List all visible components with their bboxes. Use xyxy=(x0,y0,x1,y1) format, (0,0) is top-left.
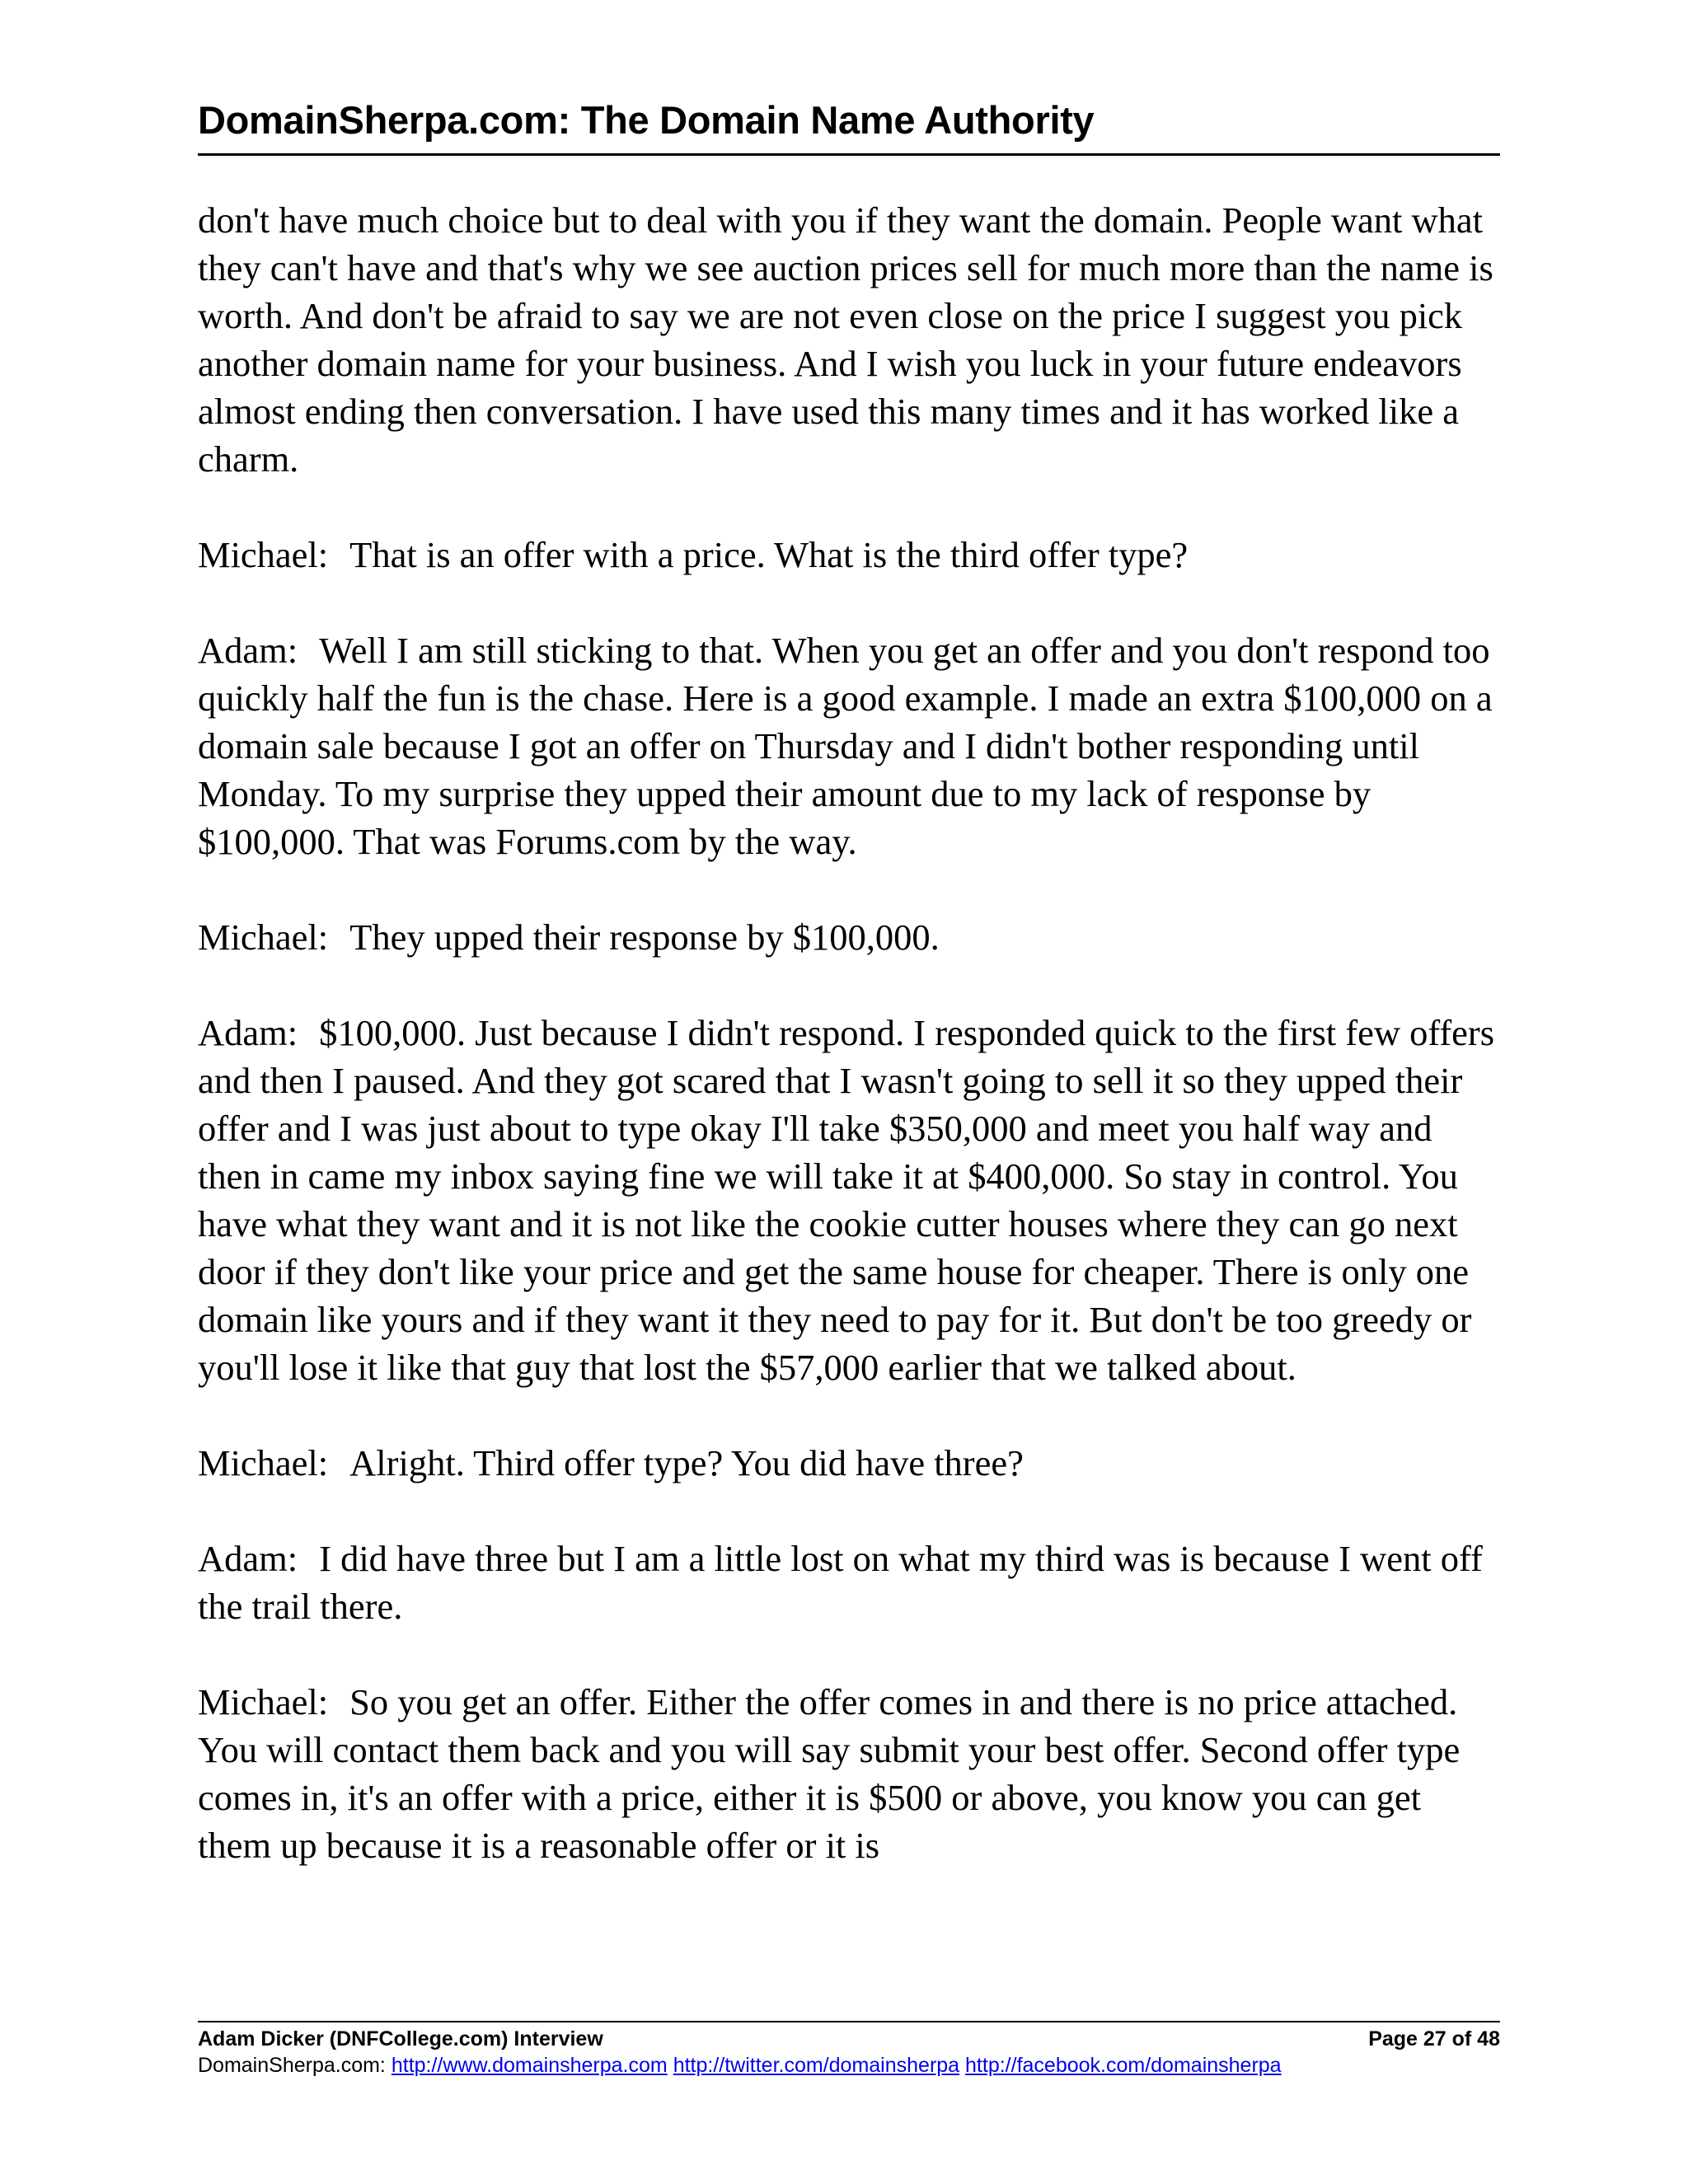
paragraph-text: don't have much choice but to deal with you if they want the domain. People want what they can't have and that's why we see auction prices sell for much more than the name is worth. And don't be afraid to say we are not even close on the price I suggest you pick another domain name for your business. And I wish you luck in your future endeavors almost ending then conversation. I have used this many times and it has worked like a charm. xyxy=(198,199,1493,480)
transcript-paragraph xyxy=(198,913,1500,961)
website-link[interactable]: http://www.domainsherpa.com xyxy=(391,2054,668,2077)
speaker-label: Adam: xyxy=(198,1538,298,1579)
paragraph-text: $100,000. Just because I didn't respond. I responded quick to the first few offers and then I paused. And they got scared that I wasn't going to sell it so they upped their offer and I was just about to type okay I'll take $350,000 and meet you half way and then in came my inbox saying fine we will take it at $400,000. So stay in control. You have what they want and it is not like the cookie cutter houses where they can go next door if they don't like your price and get the same house for cheaper. There is only one domain like yours and if they want it they need to pay for it. But don't be too greedy or you'll lose it like that guy that lost the $57,000 earlier that we talked about. xyxy=(198,1012,1495,1388)
transcript-paragraph xyxy=(198,531,1500,579)
paragraph-text: I did have three but I am a little lost on what my third was is because I went off the trail there. xyxy=(198,1538,1483,1627)
speaker-label: Michael: xyxy=(198,916,329,958)
twitter-link[interactable]: http://twitter.com/domainsherpa xyxy=(673,2054,960,2077)
paragraph-text: That is an offer with a price. What is the third offer type? xyxy=(349,534,1189,575)
transcript-body xyxy=(198,196,1500,1917)
speaker-label: Michael: xyxy=(198,534,329,575)
speaker-label: Michael: xyxy=(198,1681,329,1722)
footer-interview-title: Adam Dicker (DNFCollege.com) Interview xyxy=(198,2027,603,2050)
transcript-paragraph xyxy=(198,1009,1500,1391)
footer-page-number: Page 27 of 48 xyxy=(1368,2027,1500,2050)
speaker-label: Adam: xyxy=(198,1012,298,1053)
paragraph-text: Well I am still sticking to that. When you get an offer and you don't respond too quickly half the fun is the chase. Here is a good example. I made an extra $100,000 on a domain sale because I got an offer on Thursday and I didn't bother responding until Monday. To my surprise they upped their amount due to my lack of response by $100,000. That was Forums.com by the way. xyxy=(198,630,1493,862)
transcript-paragraph xyxy=(198,1535,1500,1630)
speaker-label: Michael: xyxy=(198,1442,329,1483)
page-footer xyxy=(198,2021,1500,2079)
paragraph-text: They upped their response by $100,000. xyxy=(349,916,940,958)
facebook-link[interactable]: http://facebook.com/domainsherpa xyxy=(965,2054,1282,2077)
footer-info-row xyxy=(198,2026,1500,2052)
transcript-paragraph xyxy=(198,1678,1500,1869)
paragraph-text: Alright. Third offer type? You did have three? xyxy=(349,1442,1024,1483)
header-title: DomainSherpa.com: The Domain Name Authority xyxy=(198,98,1095,142)
transcript-paragraph xyxy=(198,196,1500,483)
speaker-label: Adam: xyxy=(198,630,298,671)
footer-links-row xyxy=(198,2052,1500,2079)
transcript-paragraph xyxy=(198,1439,1500,1487)
paragraph-text: So you get an offer. Either the offer comes in and there is no price attached. You will contact them back and you will say submit your best offer. Second offer type comes in, it's an offer with a price, either it is $500 or above, you know you can get them up because it is a reasonable offer or it is xyxy=(198,1681,1461,1866)
transcript-paragraph xyxy=(198,626,1500,865)
footer-site-label: DomainSherpa.com: xyxy=(198,2054,386,2077)
page-header xyxy=(198,97,1500,156)
